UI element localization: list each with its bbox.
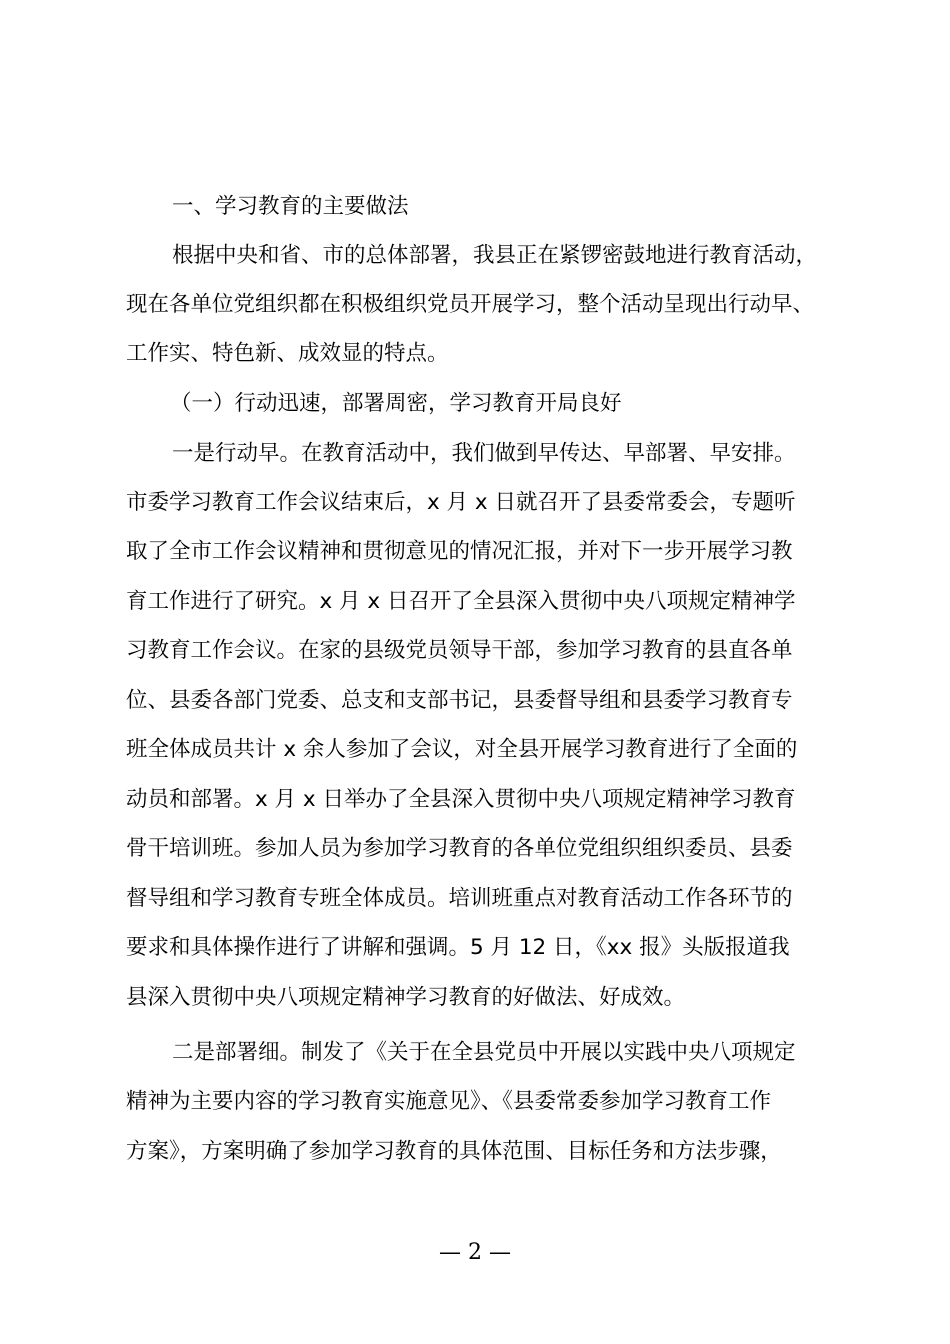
paragraph-line: 一是行动早。在教育活动中，我们做到早传达、早部署、早安排。	[172, 441, 796, 466]
paragraph-line: 市委学习教育工作会议结束后，x 月 x 日就召开了县委常委会，专题听	[126, 490, 796, 515]
paragraph-line: 骨干培训班。参加人员为参加学习教育的各单位党组织组织委员、县委	[126, 836, 793, 861]
paragraph-line: 班全体成员共计 x 余人参加了会议，对全县开展学习教育进行了全面的	[126, 737, 798, 762]
paragraph-line: 取了全市工作会议精神和贯彻意见的情况汇报，并对下一步开展学习教	[126, 539, 793, 564]
paragraph-line: 督导组和学习教育专班全体成员。培训班重点对教育活动工作各环节的	[126, 886, 793, 911]
paragraph-line: 根据中央和省、市的总体部署，我县正在紧锣密鼓地进行教育活动，	[172, 243, 818, 268]
paragraph-line: 要求和具体操作进行了讲解和强调。5 月 12 日，《xx 报》头版报道我	[126, 935, 790, 960]
paragraph-line: 动员和部署。x 月 x 日举办了全县深入贯彻中央八项规定精神学习教育	[126, 787, 796, 812]
paragraph-line: 工作实、特色新、成效显的特点。	[126, 341, 449, 366]
paragraph-line: 二是部署细。制发了《关于在全县党员中开展以实践中央八项规定	[172, 1040, 796, 1065]
paragraph-line: 位、县委各部门党委、总支和支部书记，县委督导组和县委学习教育专	[126, 688, 793, 713]
paragraph-line: 方案》，方案明确了参加学习教育的具体范围、目标任务和方法步骤，	[126, 1139, 782, 1164]
paragraph-line: 习教育工作会议。在家的县级党员领导干部，参加学习教育的县直各单	[126, 638, 793, 663]
page-number: — 2 —	[439, 1240, 511, 1265]
section-heading: 一、学习教育的主要做法	[172, 194, 409, 219]
paragraph-line: 精神为主要内容的学习教育实施意见》、《县委常委参加学习教育工作	[126, 1089, 772, 1114]
paragraph-line: 县深入贯彻中央八项规定精神学习教育的好做法、好成效。	[126, 985, 686, 1010]
subsection-heading: （一）行动迅速，部署周密，学习教育开局良好	[170, 391, 622, 416]
paragraph-line: 育工作进行了研究。x 月 x 日召开了全县深入贯彻中央八项规定精神学	[126, 589, 796, 614]
paragraph-line: 现在各单位党组织都在积极组织党员开展学习，整个活动呈现出行动早、	[126, 292, 815, 317]
